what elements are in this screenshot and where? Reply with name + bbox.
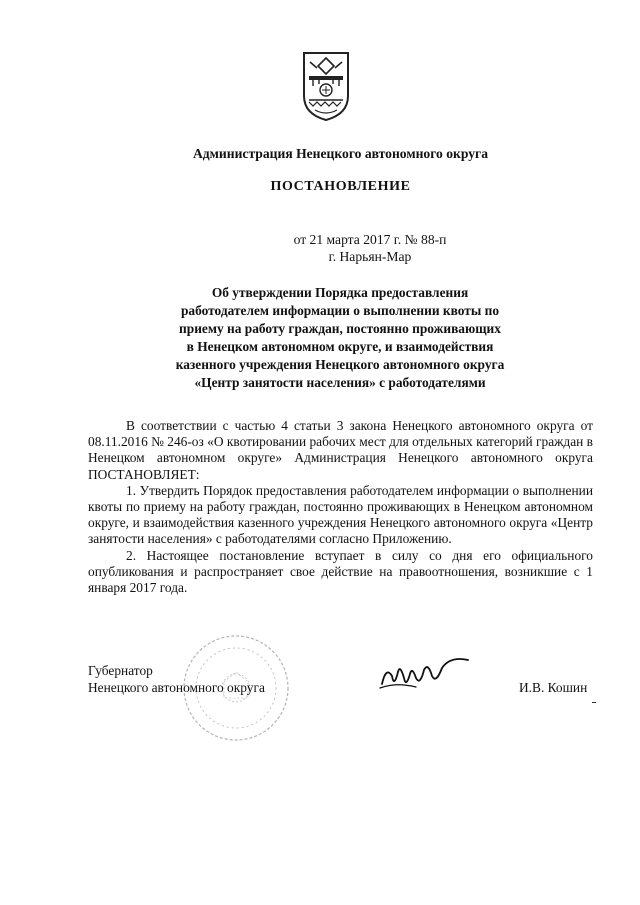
subject-line: приему на работу граждан, постоянно проживающих [179,321,501,336]
coat-of-arms-icon [301,50,351,122]
subject-line: Об утверждении Порядка предоставления [211,285,469,300]
signatory-title-line1: Губернатор [88,663,153,678]
signatory-title [88,662,265,696]
document-date-number: от 21 марта 2017 г. № 88-п [293,232,447,247]
signatory-name: И.В. Кошин [519,680,588,695]
trailing-mark [592,702,596,703]
organization-name: Администрация Ненецкого автономного округа [192,146,489,161]
preamble-paragraph: В соответствии с частью 4 статьи 3 закона Ненецкого автономного округа от 08.11.2016 № 246-оз «О квотировании рабочих мест для отдельных категорий граждан в Ненецком автономном округе» Администрация Ненецкого автономного округа ПОСТАНОВЛЯЕТ: [88,418,593,482]
item-2-paragraph: 2. Настоящее постановление вступает в силу со дня его официального опубликования и распространяет свое действие на правоотношения, возникшие с 1 января 2017 года. [88,547,593,596]
handwritten-signature [376,654,472,694]
subject-line: «Центр занятости населения» с работодателями [194,375,486,390]
item-1-paragraph: 1. Утвердить Порядок предоставления работодателем информации о выполнении квоты по приему на работу граждан, постоянно проживающих в Ненецком автономном округе, и взаимодействия казенного учреждения Ненецкого автономного округа «Центр занятости населения» с работодателями согласно Приложению. [88,482,593,547]
subject-line: работодателем информации о выполнении квоты по [180,303,500,318]
subject-line: казенного учреждения Ненецкого автономного округа [175,357,505,372]
document-subject [140,284,540,392]
document-type: ПОСТАНОВЛЕНИЕ [270,179,411,194]
document-place: г. Нарьян-Мар [328,249,412,264]
coat-of-arms-emblem [301,50,351,122]
subject-line: в Ненецком автономном округе, и взаимодействия [186,339,494,354]
document-body [88,418,593,596]
signature-icon [376,654,472,694]
signatory-title-line2: Ненецкого автономного округа [88,680,265,695]
